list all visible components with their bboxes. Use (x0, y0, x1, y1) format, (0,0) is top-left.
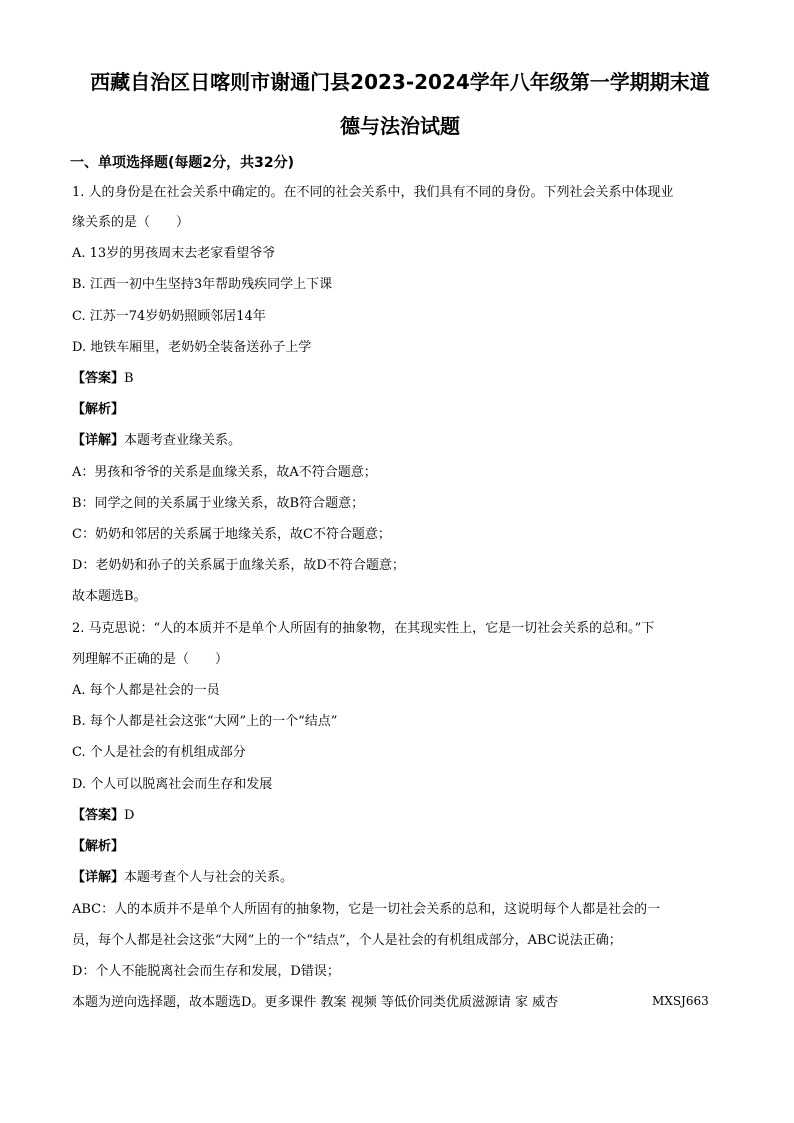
q2-option-c: C. 个人是社会的有机组成部分 (72, 745, 246, 760)
q1-stem-line1: 1. 人的身份是在社会关系中确定的。在不同的社会关系中，我们具有不同的身份。下列社会关系中体现业 (72, 185, 674, 200)
q2-option-a: A. 每个人都是社会的一员 (72, 683, 220, 698)
q2-detail-tag: 【详解】 (72, 870, 125, 885)
q1-answer-line (72, 370, 134, 388)
q1-detail-line (72, 432, 241, 450)
q2-explanation-line3: D：个人不能脱离社会而生存和发展，D错误； (72, 964, 340, 979)
q1-option-d: D. 地铁车厢里，老奶奶全装备送孙子上学 (72, 340, 312, 355)
q1-explanation-b: B：同学之间的关系属于业缘关系，故B符合题意； (72, 496, 365, 511)
q2-answer-tag: 【答案】 (72, 808, 125, 823)
q1-analysis-line (72, 401, 124, 419)
q1-answer-tag: 【答案】 (72, 371, 125, 386)
document-title-line1: 西藏自治区日喀则市谢通门县2023-2024学年八年级第一学期期末道 (90, 70, 710, 94)
section-heading: 一、单项选择题(每题2分，共32分) (70, 155, 295, 171)
q1-explanation-c: C：奶奶和邻居的关系属于地缘关系，故C不符合题意； (72, 527, 391, 542)
q2-detail-line (72, 869, 293, 887)
document-title-line2: 德与法治试题 (340, 114, 460, 138)
q2-option-b: B. 每个人都是社会这张“大网”上的一个“结点” (72, 714, 338, 729)
q2-analysis-line (72, 838, 124, 856)
q2-option-d: D. 个人可以脱离社会而生存和发展 (72, 777, 273, 792)
q2-explanation-line2: 员，每个人都是社会这张“大网”上的一个“结点”，个人是社会的有机组成部分，ABC说法正确； (72, 933, 622, 948)
q2-analysis-tag: 【解析】 (72, 839, 125, 854)
footer-code: MXSJ663 (652, 994, 709, 1008)
q1-stem-line2: 缘关系的是（ ） (72, 215, 190, 230)
q2-detail-text: 本题考查个人与社会的关系。 (124, 870, 294, 885)
q1-detail-tag: 【详解】 (72, 433, 125, 448)
q2-answer-value: D (124, 808, 135, 823)
q1-option-b: B. 江西一初中生坚持3年帮助残疾同学上下课 (72, 277, 333, 292)
q2-stem-line1: 2. 马克思说：“人的本质并不是单个人所固有的抽象物，在其现实性上，它是一切社会关系的总和。”下 (72, 621, 655, 636)
q2-conclusion: 本题为逆向选择题，故本题选D。更多课件 教案 视频 等低价同类优质滋源请 家 威杏 (72, 995, 559, 1010)
q1-option-c: C. 江苏一74岁奶奶照顾邻居14年 (72, 309, 266, 324)
q1-detail-text: 本题考查业缘关系。 (124, 433, 242, 448)
q1-explanation-a: A：男孩和爷爷的关系是血缘关系，故A不符合题意； (72, 465, 377, 480)
q2-explanation-line1: ABC：人的本质并不是单个人所固有的抽象物，它是一切社会关系的总和，这说明每个人都是社会的一 (72, 902, 661, 917)
q2-answer-line (72, 807, 134, 825)
q1-analysis-tag: 【解析】 (72, 402, 125, 417)
q1-option-a: A. 13岁的男孩周末去老家看望爷爷 (72, 246, 276, 261)
q2-stem-line2: 列理解不正确的是（ ） (72, 652, 229, 667)
q1-conclusion: 故本题选B。 (72, 589, 147, 604)
q1-answer-value: B (124, 371, 134, 386)
q1-explanation-d: D：老奶奶和孙子的关系属于血缘关系，故D不符合题意； (72, 558, 405, 573)
